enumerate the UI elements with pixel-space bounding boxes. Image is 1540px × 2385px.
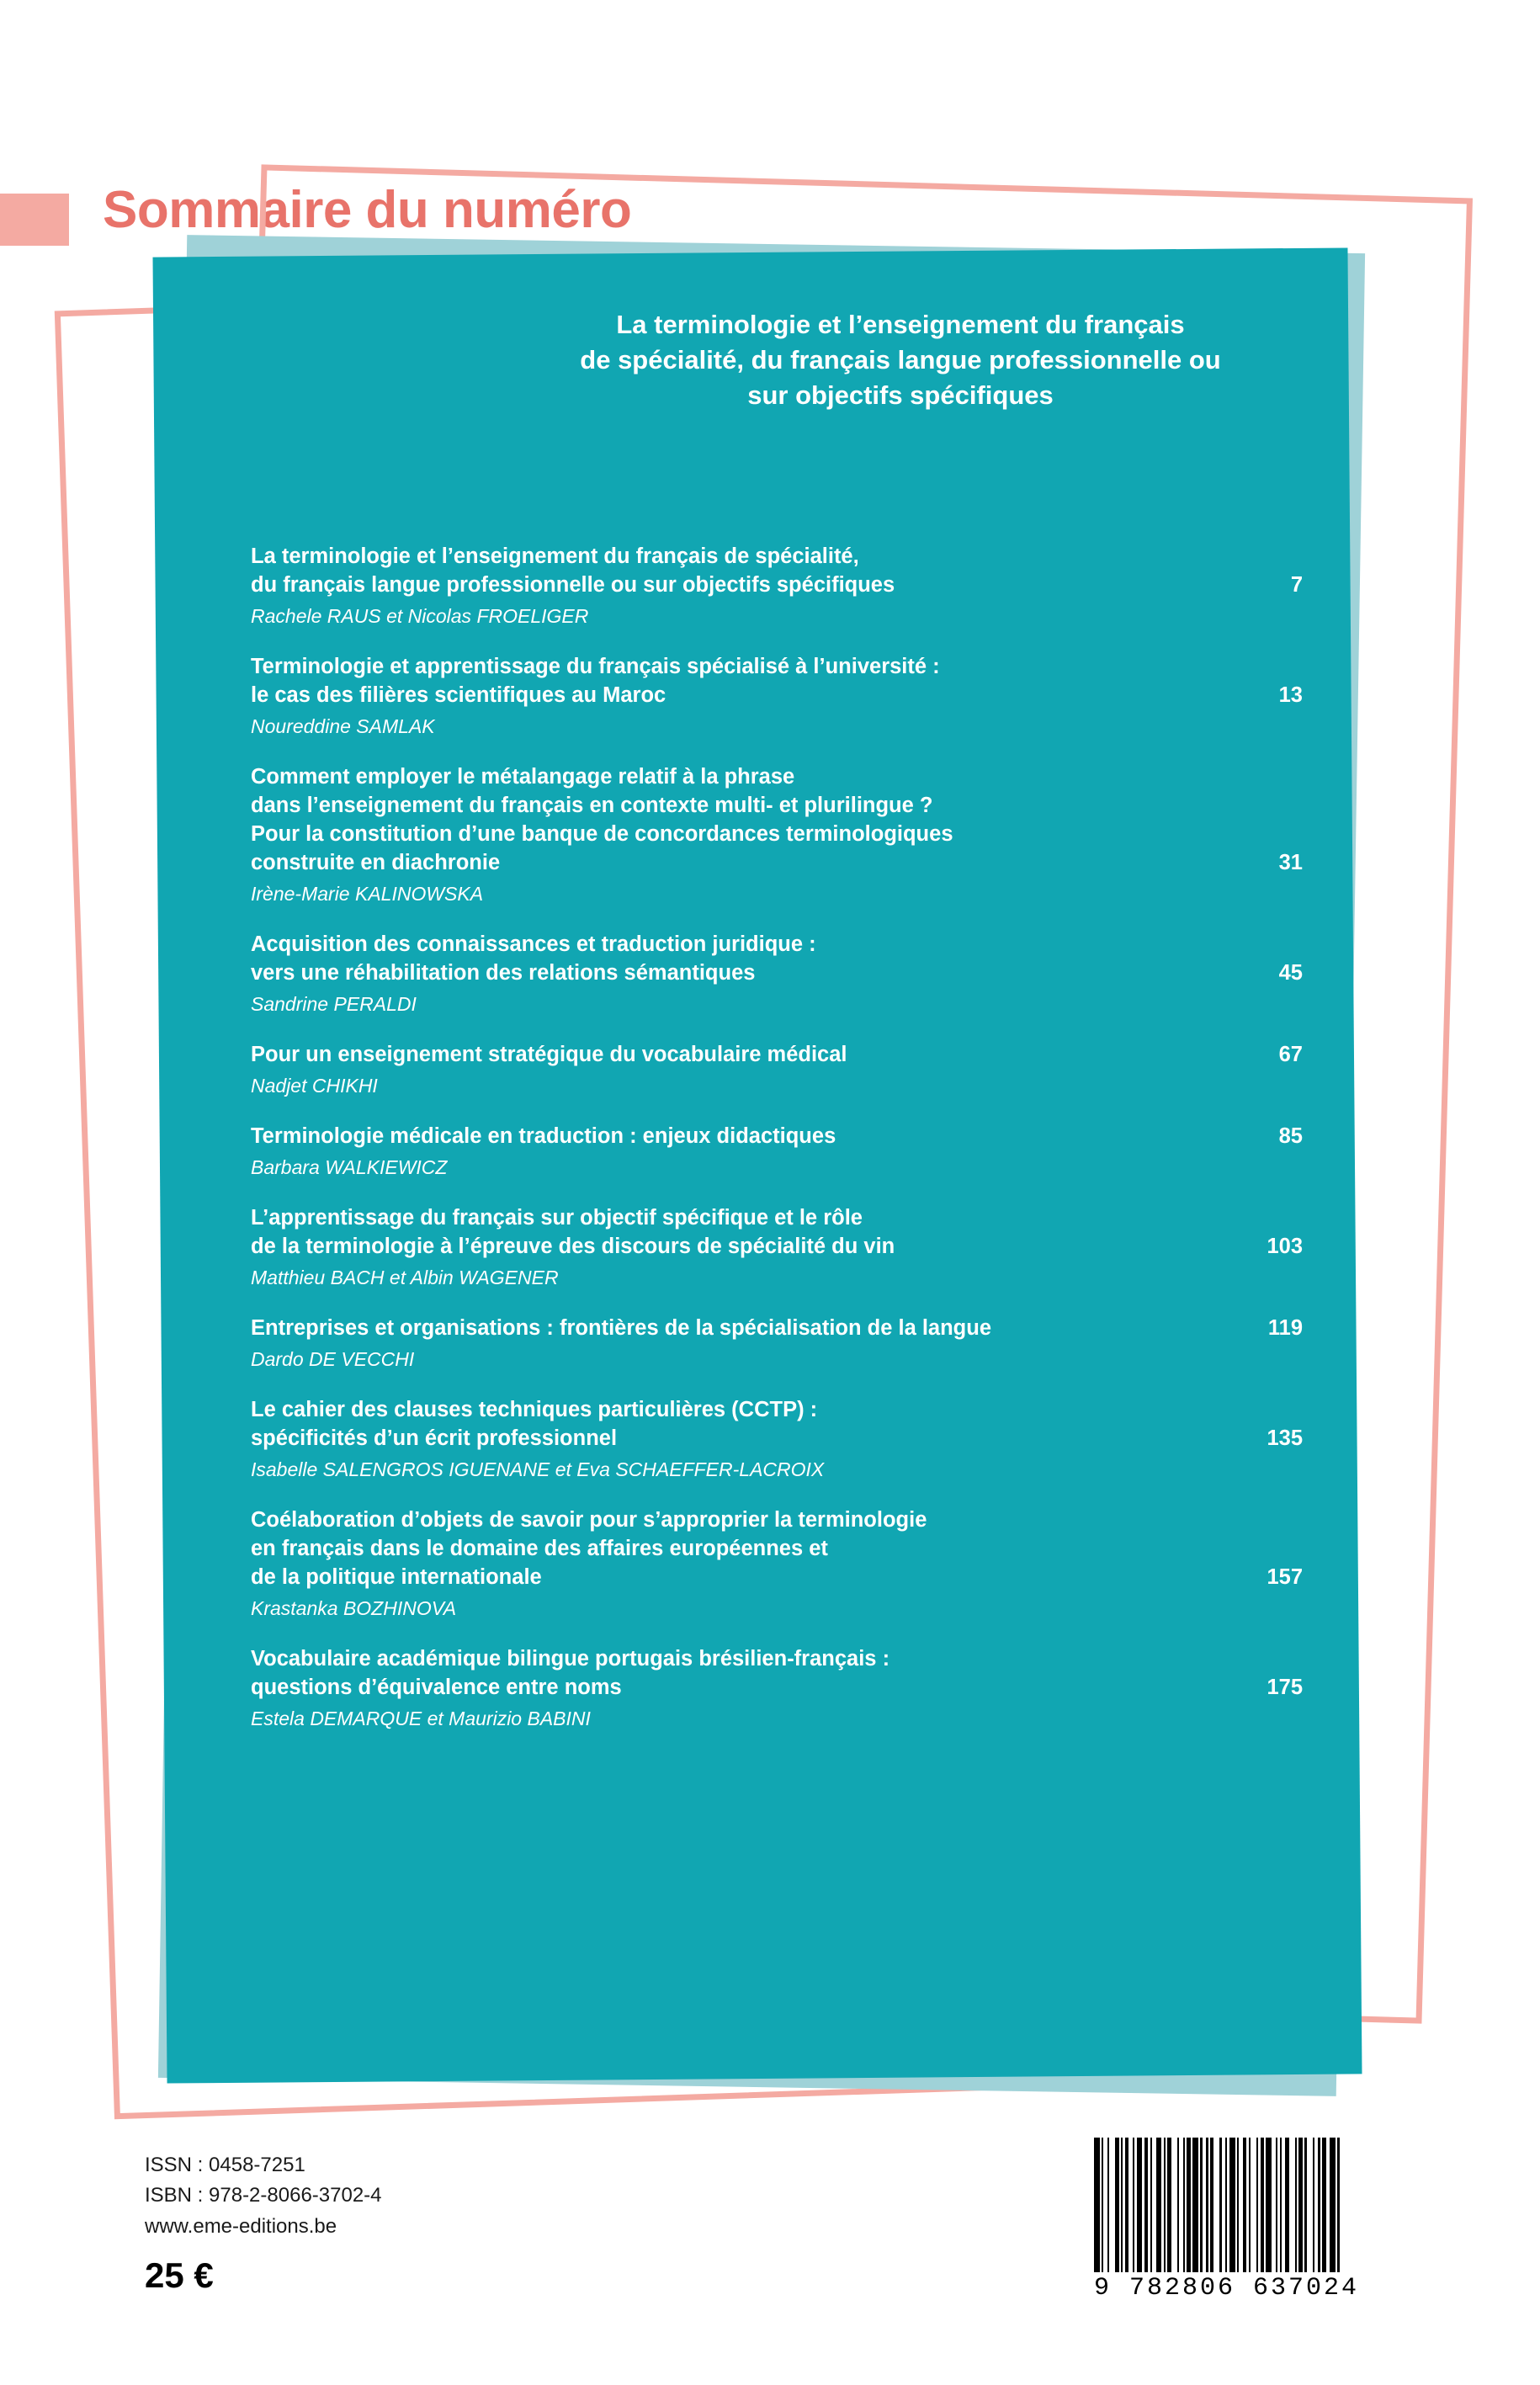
toc-entry-page-number: 135 [1267,1426,1303,1450]
toc-entry-page-number: 13 [1278,683,1303,707]
issue-title-line-2: de spécialité, du français langue professionnelle ou [580,344,1221,374]
toc-entry[interactable] [251,653,1303,740]
toc-entry-title-line: construite en diachronie 31 [251,849,1303,878]
toc-entry-title-line: Comment employer le métalangage relatif à la phrase [251,765,795,789]
issue-title-line-3: sur objectifs spécifiques [747,380,1054,410]
toc-entry-authors: Isabelle SALENGROS IGUENANE et Eva SCHAEFFER-LACROIX [251,1458,825,1480]
barcode-bar [1213,2138,1219,2272]
contents-panel [153,247,1362,2083]
toc-entry-authors: Noureddine SAMLAK [251,714,435,737]
toc-entry-titles [251,1123,1303,1151]
toc-entry-title-line: Pour un enseignement stratégique du vocabulaire médical 67 [251,1041,1303,1070]
toc-entry-page-number: 119 [1267,1316,1303,1340]
barcode-bar [1192,2138,1198,2272]
toc-entry-authors: Rachele RAUS et Nicolas FROELIGER [251,604,589,627]
toc-entry-titles [251,1041,1303,1070]
toc-entry[interactable] [251,1396,1303,1483]
toc-entry[interactable] [251,543,1303,629]
contents-panel-inner [160,252,1355,2079]
toc-entry[interactable] [251,931,1303,1017]
toc-entry-authors: Sandrine PERALDI [251,992,417,1015]
toc-entry-titles [251,1204,1303,1262]
barcode-digits: 9 782806 637024 [1094,2274,1360,2303]
toc-entry-titles [251,1396,1303,1453]
toc-entry-title-line: Pour la constitution d’une banque de concordances terminologiques [251,821,953,846]
toc-entry-title-line: de la terminologie à l’épreuve des discours de spécialité du vin 103 [251,1233,1303,1262]
toc-entry-authors: Barbara WALKIEWICZ [251,1155,448,1178]
barcode-bar [1156,2138,1162,2272]
toc-entry[interactable] [251,1041,1303,1099]
publication-identifiers [145,2150,382,2242]
toc-entry-titles [251,543,1303,600]
toc-entry-page-number: 67 [1278,1042,1303,1066]
toc-entry-title-line: Terminologie et apprentissage du français spécialisé à l’université : [251,655,940,678]
barcode-bar [1171,2138,1177,2272]
toc-entry[interactable] [251,1506,1303,1622]
barcode-bars [1094,2138,1414,2272]
toc-entry[interactable] [251,1123,1303,1181]
toc-entry-page-number: 157 [1267,1564,1303,1589]
toc-entry-titles [251,763,1303,878]
toc-entry-title-line: le cas des filières scientifiques au Maroc 13 [251,682,1303,710]
toc-entry[interactable] [251,1204,1303,1291]
barcode [1094,2138,1414,2323]
barcode-bar [1266,2138,1272,2272]
barcode-bar [1307,2138,1313,2272]
barcode-bar [1229,2138,1235,2272]
toc-entry-page-number: 85 [1278,1123,1303,1148]
toc-entry-page-number: 7 [1290,572,1303,597]
toc-entry-titles [251,1506,1303,1592]
toc-entry-page-number: 31 [1278,850,1303,874]
toc-entry-page-number: 175 [1267,1675,1303,1699]
issue-title-line-1: La terminologie et l’enseignement du français [616,310,1185,339]
toc-entry-title-line: vers une réhabilitation des relations sémantiques 45 [251,959,1303,988]
header-accent-swatch [0,194,69,246]
price-label: 25 € [145,2255,214,2295]
page-title: Sommaire du numéro [103,181,632,239]
toc-entry-authors: Matthieu BACH et Albin WAGENER [251,1266,559,1288]
toc-entry-authors: Nadjet CHIKHI [251,1074,378,1097]
toc-entry-page-number: 45 [1278,960,1303,985]
toc-entry-title-line: Le cahier des clauses techniques particulières (CCTP) : [251,1398,818,1422]
toc-entry-title-line: questions d’équivalence entre noms 175 [251,1674,1303,1702]
issn-line: ISSN : 0458-7251 [145,2154,305,2176]
barcode-bar [1094,2138,1100,2272]
toc-entry-title-line: en français dans le domaine des affaires européennes et [251,1537,828,1560]
toc-entry-title-line: Vocabulaire académique bilingue portugais brésilien-français : [251,1647,890,1671]
barcode-bar [1289,2138,1295,2272]
toc-entry-authors: Krastanka BOZHINOVA [251,1596,457,1619]
toc-entry-title-line: du français langue professionnelle ou sur objectifs spécifiques 7 [251,571,1303,600]
toc-entry-title-line: Coélaboration d’objets de savoir pour s’approprier la terminologie [251,1508,927,1532]
toc-entry-authors: Dardo DE VECCHI [251,1347,415,1370]
toc-entry[interactable] [251,763,1303,907]
toc-entry-title-line: de la politique internationale 157 [251,1564,1303,1592]
toc-entry-title-line: Terminologie médicale en traduction : enjeux didactiques 85 [251,1123,1303,1151]
toc-entry[interactable] [251,1645,1303,1732]
barcode-bar [1137,2138,1143,2272]
table-of-contents [251,543,1303,1756]
toc-entry-titles [251,1645,1303,1702]
toc-entry-title-line: spécificités d’un écrit professionnel 135 [251,1425,1303,1453]
toc-entry-title-line: La terminologie et l’enseignement du français de spécialité, [251,544,859,568]
barcode-bar [1109,2138,1115,2272]
toc-entry-title-line: Acquisition des connaissances et traduction juridique : [251,932,816,956]
toc-entry-authors: Irène-Marie KALINOWSKA [251,882,484,905]
website-line: www.eme-editions.be [145,2214,337,2238]
toc-entry-titles [251,931,1303,988]
isbn-line: ISBN : 978-2-8066-3702-4 [145,2184,382,2207]
barcode-bar [1340,2138,1341,2272]
issue-title [412,307,1389,413]
toc-entry-titles [251,653,1303,710]
toc-entry-title-line: L’apprentissage du français sur objectif spécifique et le rôle [251,1206,863,1230]
toc-entry-page-number: 103 [1267,1234,1303,1258]
barcode-bar [1251,2138,1256,2272]
toc-entry-title-line: Entreprises et organisations : frontières de la spécialisation de la langue 119 [251,1315,1303,1343]
toc-entry-authors: Estela DEMARQUE et Maurizio BABINI [251,1707,591,1729]
toc-entry-title-line: dans l’enseignement du français en contexte multi- et plurilingue ? [251,793,933,817]
barcode-bar [1330,2138,1336,2272]
toc-entry-titles [251,1315,1303,1343]
toc-entry[interactable] [251,1315,1303,1373]
